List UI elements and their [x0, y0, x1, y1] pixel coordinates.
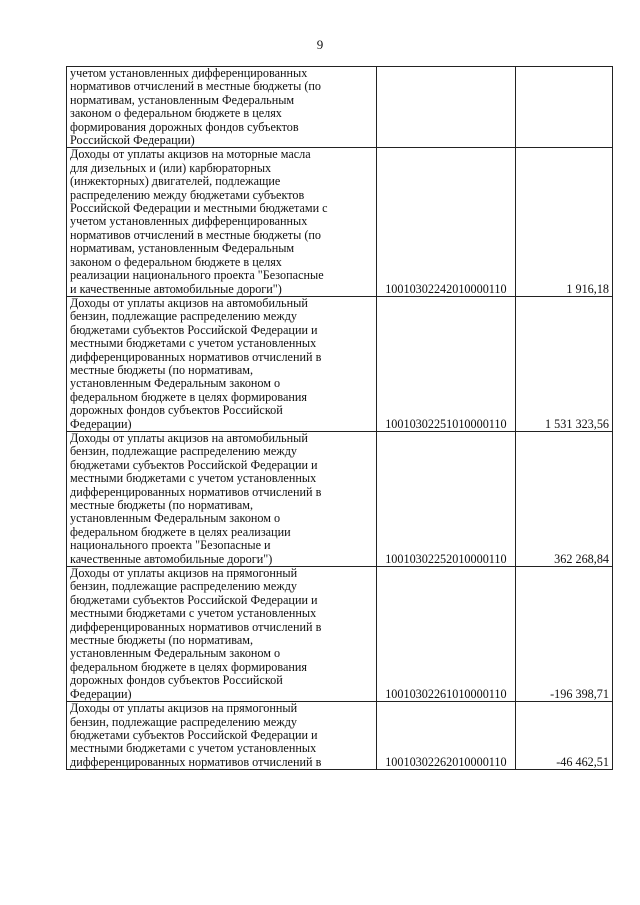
description-line: бензин, подлежащие распределению между — [70, 445, 297, 459]
description-line: местные бюджеты (по нормативам, — [70, 363, 254, 377]
description-line: местными бюджетами с учетом установленных — [70, 472, 317, 486]
description-line: нормативам, установленным Федеральным — [70, 242, 295, 256]
description-line: Доходы от уплаты акцизов на моторные масла — [70, 148, 311, 162]
description-line: реализации национального проекта "Безопасные — [70, 269, 324, 283]
revenue-description — [67, 702, 377, 770]
amount-value — [516, 67, 613, 148]
description-line: Доходы от уплаты акцизов на прямогонный — [70, 567, 298, 581]
revenue-table-body — [67, 67, 613, 770]
description-line: законом о федеральном бюджете в целях — [70, 107, 282, 121]
description-line: Доходы от уплаты акцизов на прямогонный — [70, 702, 298, 716]
description-line: (инжекторных) двигателей, подлежащие — [70, 175, 281, 189]
description-line: бюджетами субъектов Российской Федерации и — [70, 323, 318, 337]
description-line: законом о федеральном бюджете в целях — [70, 255, 282, 269]
description-line: местными бюджетами с учетом установленных — [70, 742, 317, 756]
table-row — [67, 296, 613, 431]
revenue-table — [66, 66, 613, 770]
table-row — [67, 67, 613, 148]
description-line: местные бюджеты (по нормативам, — [70, 499, 254, 512]
revenue-description — [67, 567, 377, 702]
description-line: местными бюджетами с учетом установленных — [70, 607, 317, 621]
description-line: бюджетами субъектов Российской Федерации и — [70, 593, 318, 607]
table-row — [67, 431, 613, 566]
description-line: установленным Федеральным законом о — [70, 377, 281, 391]
description-line: бюджетами субъектов Российской Федерации и — [70, 728, 318, 742]
description-line: дорожных фондов субъектов Российской — [70, 404, 283, 418]
description-line: местные бюджеты (по нормативам, — [70, 634, 254, 648]
amount-value: 1 531 323,56 — [516, 296, 613, 431]
table-row — [67, 148, 613, 296]
description-line: Федерации) — [70, 417, 132, 431]
budget-classification-code: 10010302262010000110 — [376, 702, 516, 770]
description-line: нормативов отчислений в местные бюджеты (по — [70, 228, 322, 242]
description-line: бензин, подлежащие распределению между — [70, 715, 297, 729]
description-line: Российской Федерации) — [70, 134, 195, 148]
description-line: бензин, подлежащие распределению между — [70, 310, 297, 324]
description-line: бюджетами субъектов Российской Федерации и — [70, 458, 318, 472]
description-line: федеральном бюджете в целях формирования — [70, 660, 308, 674]
amount-value: 1 916,18 — [516, 148, 613, 296]
budget-classification-code — [376, 67, 516, 148]
description-line: бензин, подлежащие распределению между — [70, 580, 297, 594]
description-line: нормативам, установленным Федеральным — [70, 93, 295, 107]
amount-value: -196 398,71 — [516, 567, 613, 702]
budget-classification-code: 10010302252010000110 — [376, 431, 516, 566]
description-line: установленным Федеральным законом о — [70, 647, 281, 661]
revenue-description — [67, 296, 377, 431]
description-line: Доходы от уплаты акцизов на автомобильный — [70, 431, 308, 445]
description-line: Доходы от уплаты акцизов на автомобильный — [70, 296, 308, 310]
budget-classification-code: 10010302261010000110 — [376, 567, 516, 702]
description-line: дифференцированных нормативов отчислений в — [70, 350, 322, 364]
description-line: федеральном бюджете в целях формирования — [70, 390, 308, 404]
description-line: нормативов отчислений в местные бюджеты (по — [70, 80, 322, 94]
amount-value: 362 268,84 — [516, 431, 613, 566]
revenue-description — [67, 148, 377, 296]
description-line: для дизельных и (или) карбюраторных — [70, 161, 272, 175]
budget-classification-code: 10010302242010000110 — [376, 148, 516, 296]
description-line: учетом установленных дифференцированных — [70, 67, 308, 80]
amount-value: -46 462,51 — [516, 702, 613, 770]
description-line: распределению между бюджетами субъектов — [70, 188, 305, 202]
description-line: учетом установленных дифференцированных — [70, 215, 308, 229]
description-line: дорожных фондов субъектов Российской — [70, 674, 283, 688]
table-row — [67, 702, 613, 770]
description-line: формирования дорожных фондов субъектов — [70, 120, 299, 134]
revenue-description — [67, 67, 377, 148]
revenue-description — [67, 431, 377, 566]
description-line: местными бюджетами с учетом установленных — [70, 337, 317, 351]
description-line: Российской Федерации и местными бюджетами с — [70, 202, 328, 216]
budget-classification-code: 10010302251010000110 — [376, 296, 516, 431]
description-line: федеральном бюджете в целях реализации — [70, 525, 291, 539]
description-line: национального проекта "Безопасные и — [70, 539, 271, 553]
table-row — [67, 567, 613, 702]
description-line: дифференцированных нормативов отчислений в — [70, 485, 322, 499]
description-line: Федерации) — [70, 687, 132, 701]
description-line: и качественные автомобильные дороги") — [70, 282, 282, 296]
description-line: дифференцированных нормативов отчислений в — [70, 620, 322, 634]
description-line: установленным Федеральным законом о — [70, 512, 281, 526]
description-line: качественные автомобильные дороги") — [70, 552, 273, 566]
page-number: 9 — [316, 37, 324, 52]
description-line: дифференцированных нормативов отчислений в — [70, 755, 322, 769]
